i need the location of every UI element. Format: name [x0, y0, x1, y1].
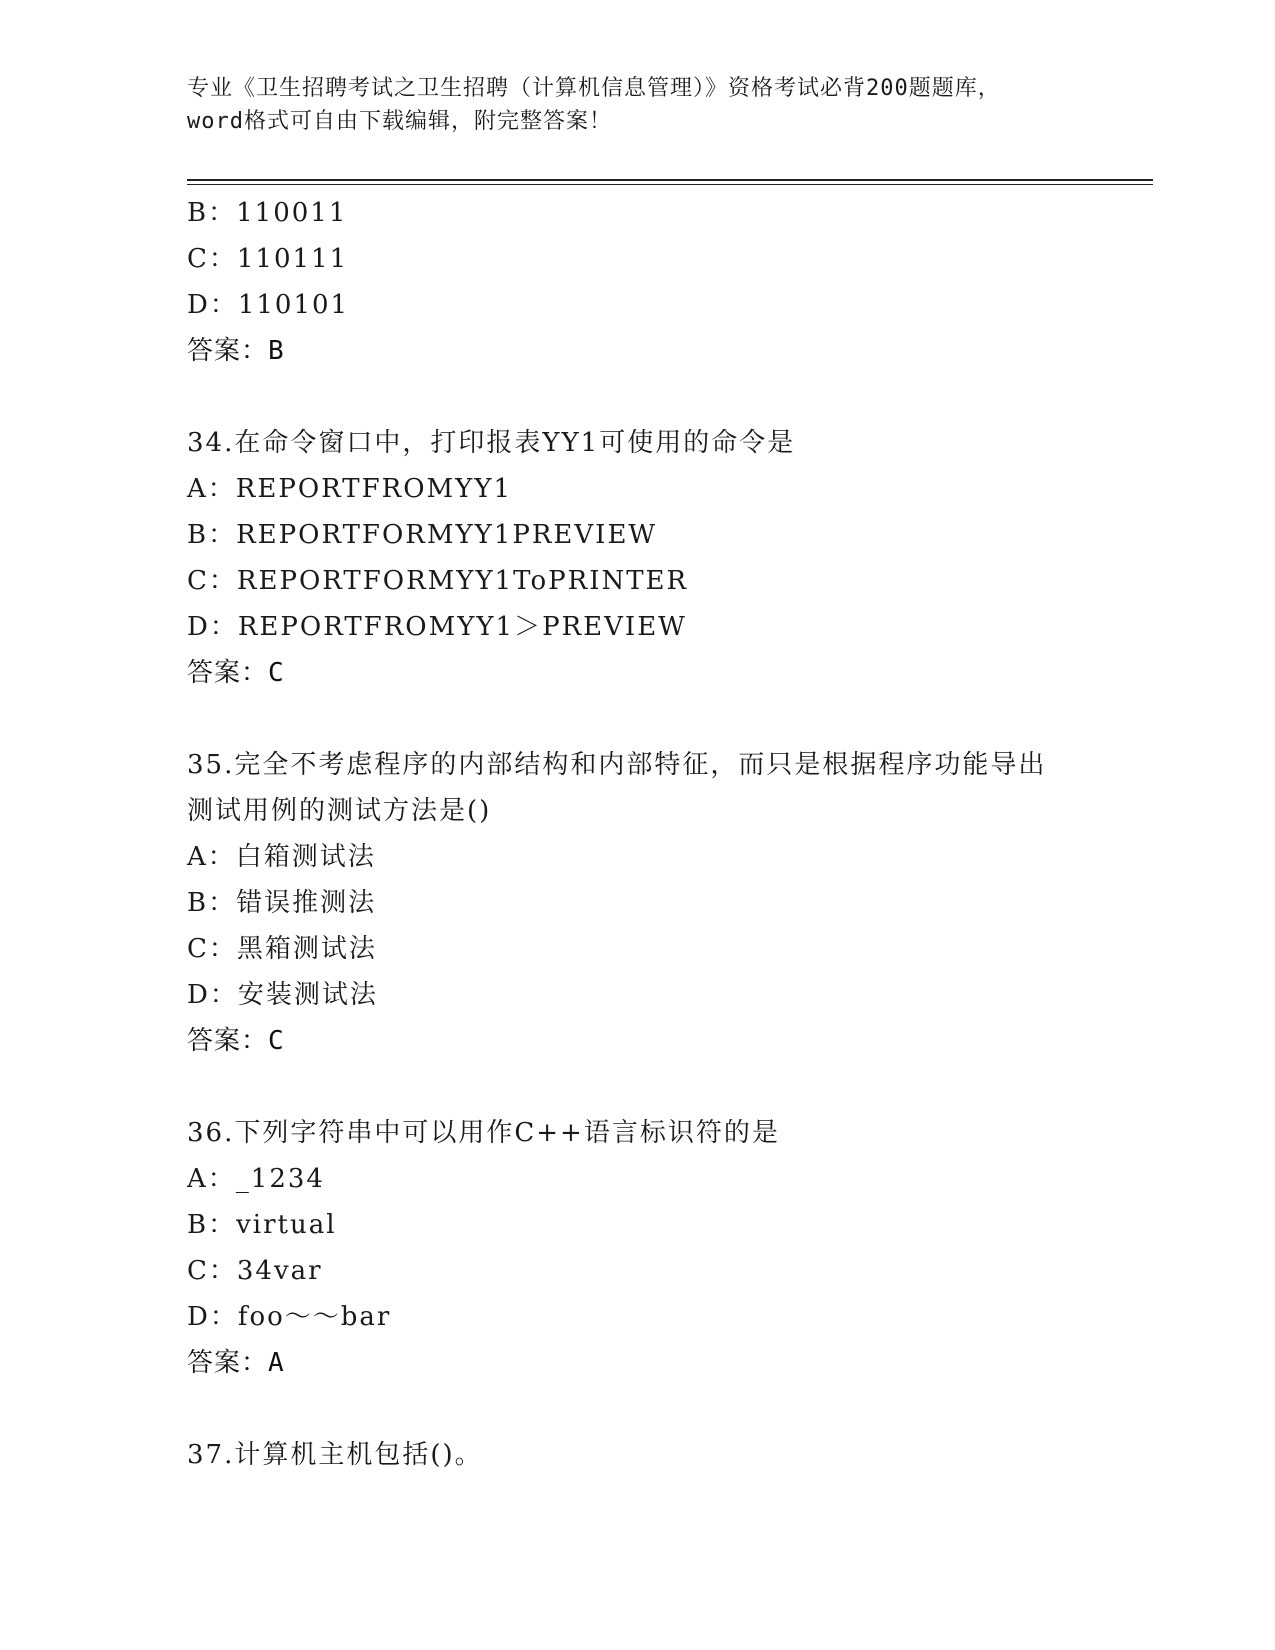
document-header: [187, 72, 1087, 138]
option-b: B：错误推测法: [187, 888, 377, 918]
question-list: [187, 190, 1153, 1478]
option-d: D：REPORTFROMYY1＞PREVIEW: [187, 612, 687, 642]
question-text: 35.完全不考虑程序的内部结构和内部特征，而只是根据程序功能导出: [187, 750, 1047, 780]
answer: 答案：B: [187, 336, 285, 366]
spacer: [187, 696, 1153, 742]
question-33: [187, 190, 1153, 374]
header-line-1: 专业《卫生招聘考试之卫生招聘（计算机信息管理）》资格考试必背200题题库，: [187, 76, 1001, 101]
spacer: [187, 1386, 1153, 1432]
option-c: C：34var: [187, 1256, 323, 1286]
question-34: [187, 420, 1153, 696]
option-d: D：110101: [187, 290, 350, 320]
option-b: B：110011: [187, 198, 348, 228]
option-b: B：REPORTFORMYY1PREVIEW: [187, 520, 658, 550]
option-a: A：白箱测试法: [187, 842, 376, 872]
answer: 答案：A: [187, 1348, 285, 1378]
option-a: A：REPORTFROMYY1: [187, 474, 513, 504]
spacer: [187, 374, 1153, 420]
question-37: [187, 1432, 1153, 1478]
header-rule-thick: [187, 179, 1153, 181]
answer: 答案：C: [187, 1026, 285, 1056]
option-b: B：virtual: [187, 1210, 337, 1240]
question-text: 36.下列字符串中可以用作C++语言标识符的是: [187, 1118, 780, 1148]
header-line-2: word格式可自由下载编辑，附完整答案！: [187, 109, 612, 134]
question-text: 37.计算机主机包括()。: [187, 1440, 483, 1470]
question-text: 34.在命令窗口中，打印报表YY1可使用的命令是: [187, 428, 796, 458]
option-d: D：foo～～bar: [187, 1302, 392, 1332]
answer: 答案：C: [187, 658, 285, 688]
option-a: A：_1234: [187, 1164, 325, 1194]
spacer: [187, 1064, 1153, 1110]
option-c: C：110111: [187, 244, 349, 274]
option-c: C：REPORTFORMYY1ToPRINTER: [187, 566, 689, 596]
option-d: D：安装测试法: [187, 980, 378, 1010]
option-c: C：黑箱测试法: [187, 934, 377, 964]
question-35: [187, 742, 1153, 1064]
question-text-continued: 测试用例的测试方法是(): [187, 796, 492, 826]
question-36: [187, 1110, 1153, 1386]
header-rule-thin: [187, 184, 1153, 185]
